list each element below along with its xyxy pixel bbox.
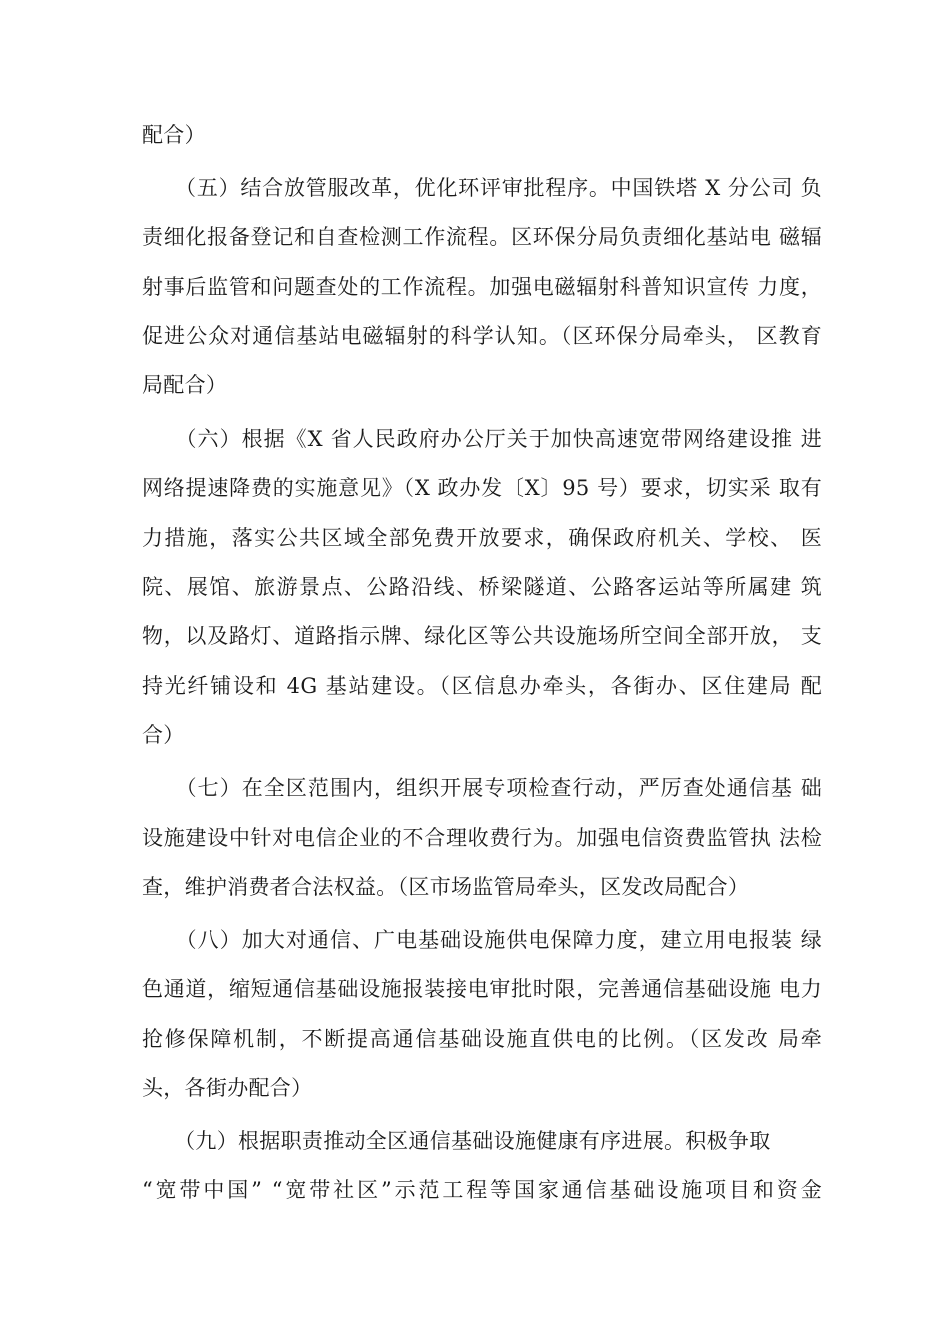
text-line-16: 查，维护消费者合法权益。（区市场监管局牵头，区发改局配合） bbox=[142, 875, 750, 899]
text-line-14: （七）在全区范围内，组织开展专项检查行动，严厉查处通信基 础 bbox=[142, 776, 822, 800]
text-line-18: 色通道，缩短通信基础设施报装接电审批时限，完善通信基础设施 电力 bbox=[142, 977, 822, 1001]
text-line-17: （八）加大对通信、广电基础设施供电保障力度，建立用电报装 绿 bbox=[142, 928, 822, 952]
text-line-8: 网络提速降费的实施意见》（X 政办发〔X〕95 号）要求，切实采 取有 bbox=[142, 476, 822, 500]
text-line-2: （五）结合放管服改革，优化环评审批程序。中国铁塔 X 分公司 负 bbox=[142, 176, 822, 200]
text-line-1: 配合） bbox=[142, 123, 206, 147]
text-line-22: “宽带中国” “宽带社区”示范工程等国家通信基础设施项目和资金 bbox=[142, 1178, 822, 1202]
text-line-12: 持光纤铺设和 4G 基站建设。（区信息办牵头，各街办、区住建局 配 bbox=[142, 674, 822, 698]
text-line-9: 力措施，落实公共区域全部免费开放要求，确保政府机关、学校、 医 bbox=[142, 526, 822, 550]
text-line-3: 责细化报备登记和自查检测工作流程。区环保分局负责细化基站电 磁辐 bbox=[142, 225, 822, 249]
text-line-6: 局配合） bbox=[142, 373, 228, 397]
text-line-5: 促进公众对通信基站电磁辐射的科学认知。（区环保分局牵头， 区教育 bbox=[142, 324, 822, 348]
text-line-11: 物，以及路灯、道路指示牌、绿化区等公共设施场所空间全部开放， 支 bbox=[142, 624, 822, 648]
text-line-13: 合） bbox=[142, 723, 185, 747]
text-line-20: 头，各街办配合） bbox=[142, 1076, 313, 1100]
text-line-15: 设施建设中针对电信企业的不合理收费行为。加强电信资费监管执 法检 bbox=[142, 826, 822, 850]
text-line-21: （九）根据职责推动全区通信基础设施健康有序进展。积极争取 bbox=[142, 1129, 771, 1153]
text-line-19: 抢修保障机制，不断提高通信基础设施直供电的比例。（区发改 局牵 bbox=[142, 1027, 822, 1051]
text-line-7: （六）根据《X 省人民政府办公厅关于加快高速宽带网络建设推 进 bbox=[142, 427, 822, 451]
text-line-10: 院、展馆、旅游景点、公路沿线、桥梁隧道、公路客运站等所属建 筑 bbox=[142, 575, 822, 599]
text-line-4: 射事后监管和问题查处的工作流程。加强电磁辐射科普知识宣传 力度， bbox=[142, 275, 822, 299]
